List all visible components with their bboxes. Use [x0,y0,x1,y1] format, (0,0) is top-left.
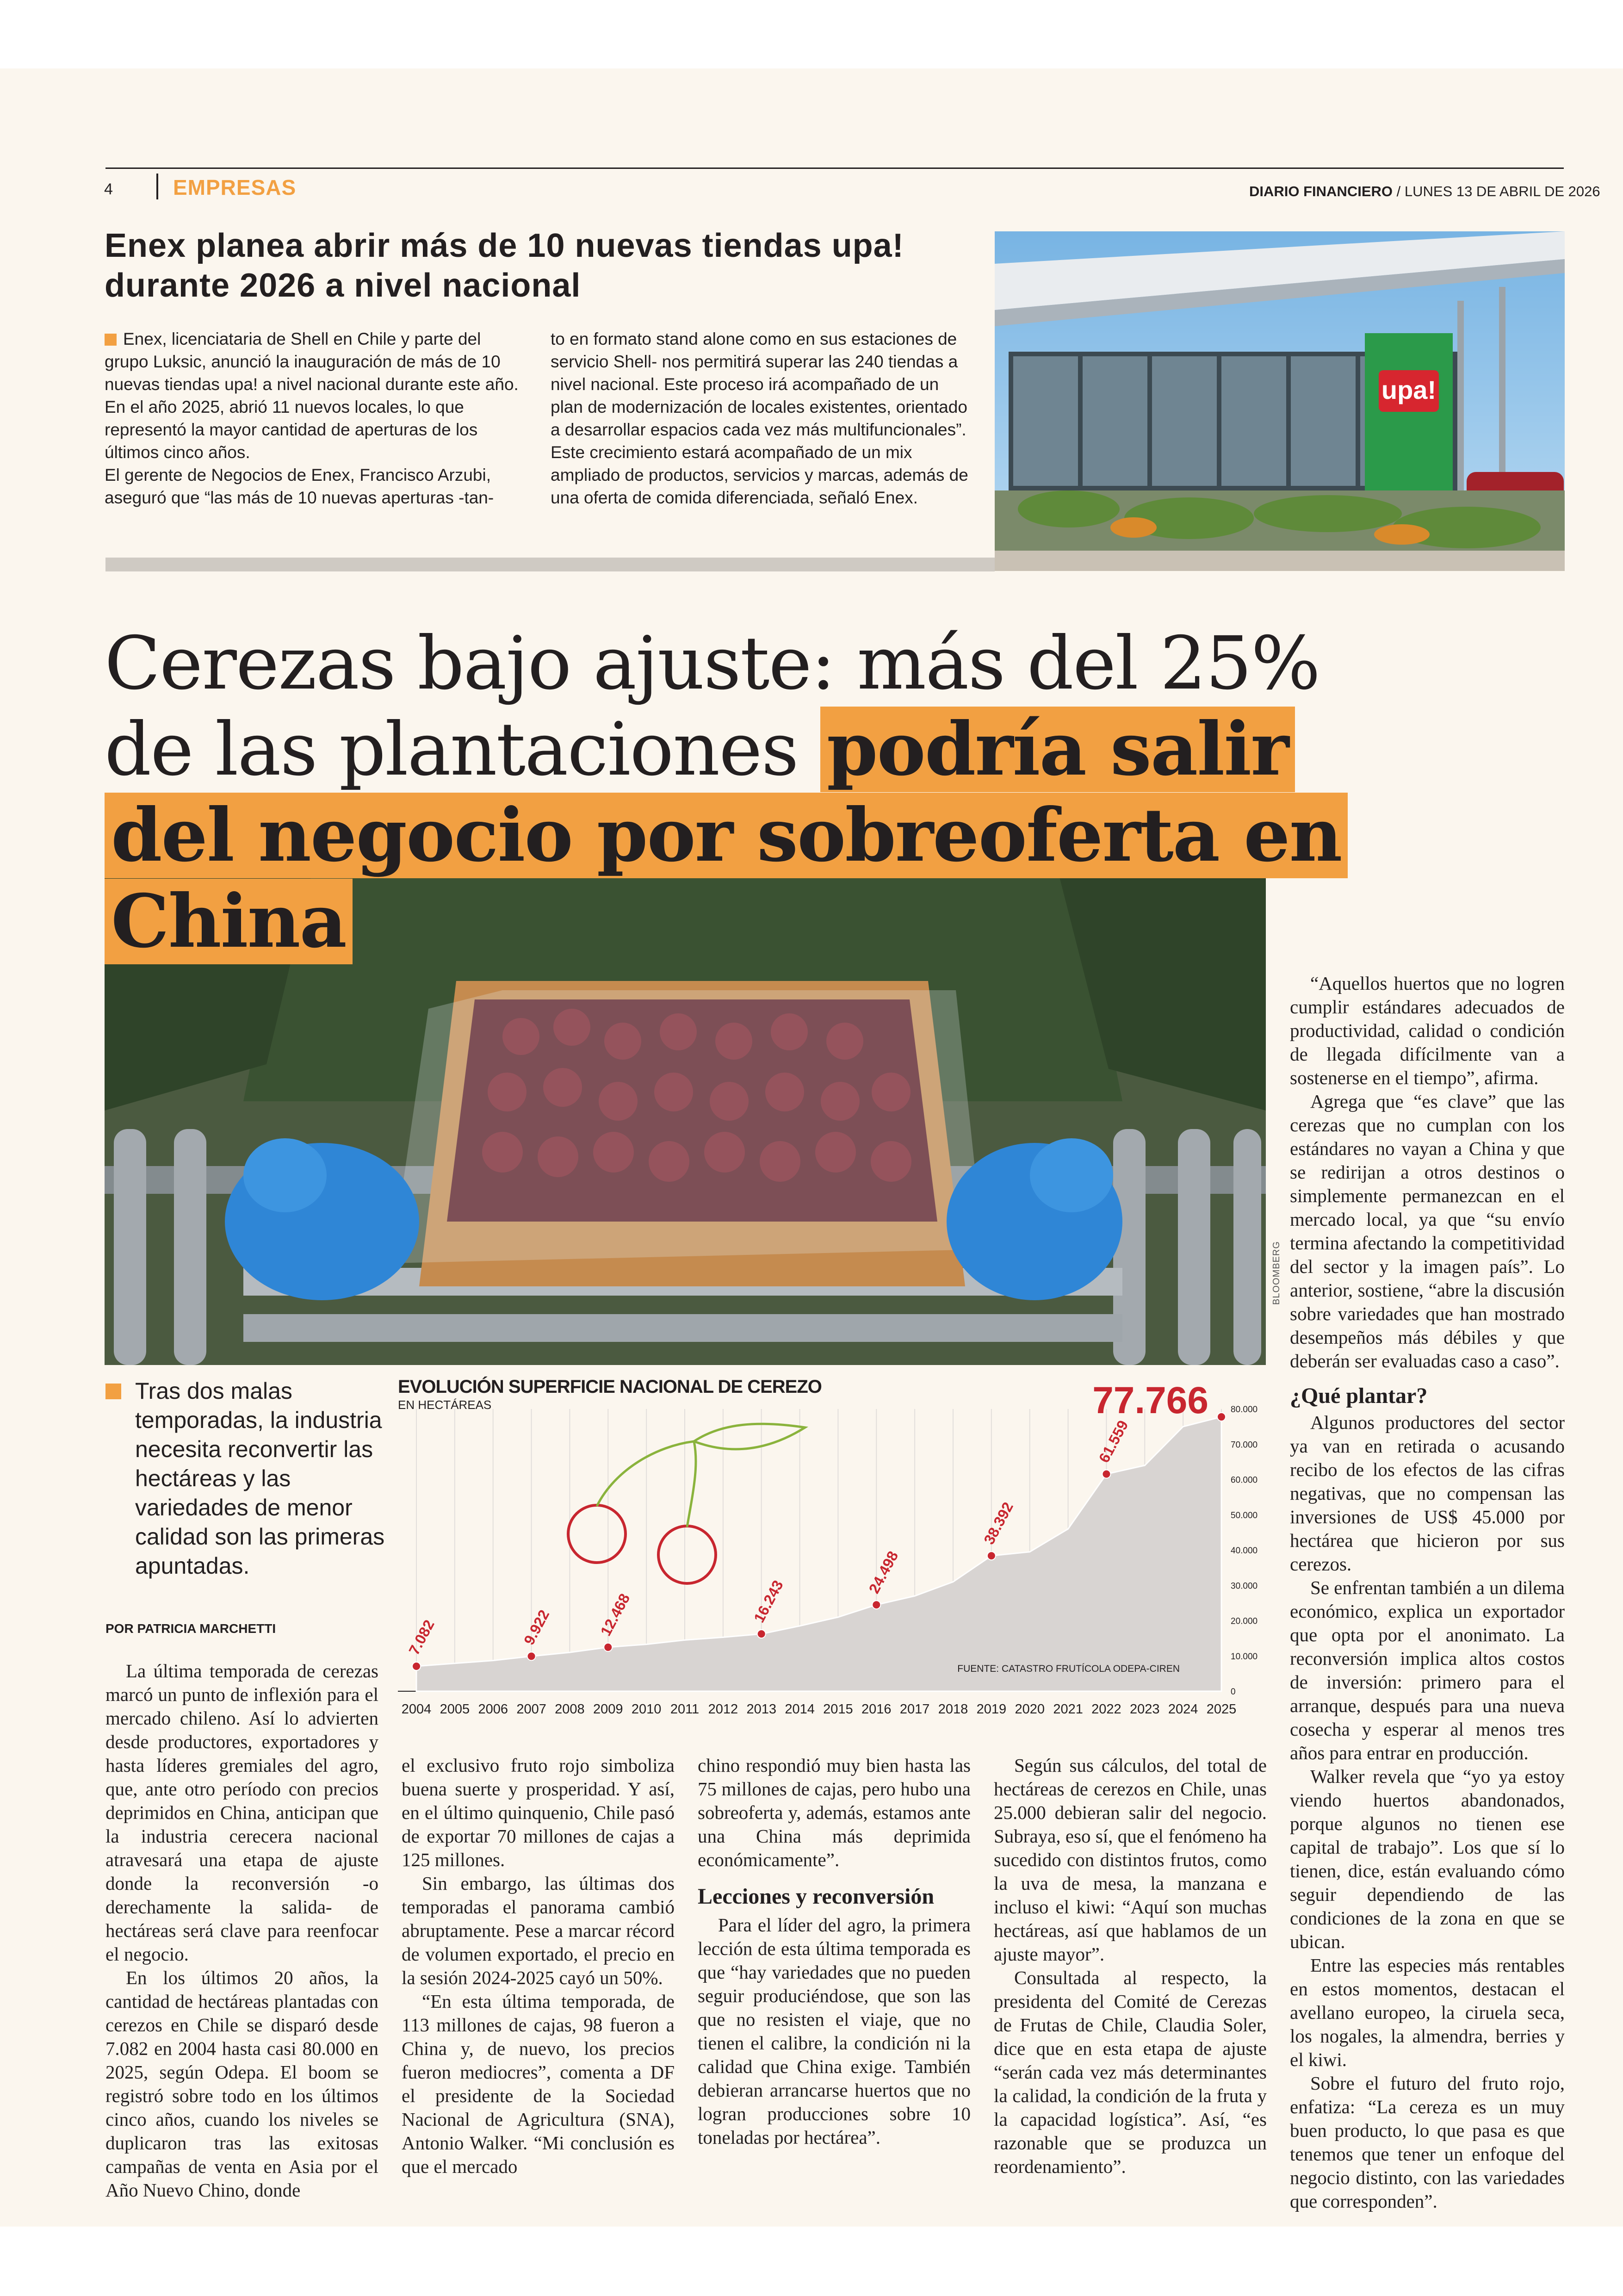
body-col-4 [994,1754,1267,2178]
x-tick-label: 2025 [1206,1702,1237,1717]
x-tick-label: 2024 [1168,1702,1198,1717]
store-sign: upa! [1381,375,1437,404]
body-paragraph: Sin embargo, las últimas dos temporadas el panorama cambió abruptamente. Pese a marcar récord de volumen exportado, el precio en la sesión 2024-2025 cayó un 50%. [402,1873,675,1988]
data-label: 24.498 [865,1548,902,1596]
data-point [412,1662,421,1670]
body-paragraph: Agrega que “es clave” que las cerezas que no cumplan con los estándares no vayan a China y que se redirijan a otros destinos o simplemente permanezcan en el mercado local, ya que “su envío termina afectando la competitividad del sector y la imagen país”. Lo anterior, sostiene, “abre la discusión sobre variedades que han mostrado desempeños más débiles y que deberán ser evaluadas caso a caso”. [1290,1091,1565,1371]
subhead-lecciones: Lecciones y reconversión [698,1884,935,1909]
area-chart [398,1377,1272,1738]
x-tick-label: 2007 [516,1702,546,1717]
x-tick-label: 2011 [670,1702,700,1717]
x-tick-label: 2004 [401,1702,432,1717]
body-paragraph: Para el líder del agro, la primera lección de esta última temporada es que “hay variedades que no pueden seguir produciéndose, que son las que no resisten el viaje, que no tienen el calibre, la condición ni la calidad que China exige. También debieran arrancarse huertos que no logran producciones sobre 10 toneladas por hectárea”. [698,1914,971,2148]
brief-paragraph: Este crecimiento estará acompañado de un mix ampliado de productos, servicios y marcas, además de una oferta de comida diferenciada, señaló Enex. [551,443,968,507]
page-margin-bottom [0,2227,1623,2296]
chart-plot [398,1377,1272,1738]
x-tick-label: 2017 [899,1702,930,1717]
x-tick-label: 2005 [440,1702,470,1717]
cherry-leaf [694,1424,805,1449]
x-tick-label: 2009 [593,1702,623,1717]
x-tick-label: 2015 [823,1702,853,1717]
bullet-square-icon [105,334,117,346]
x-tick-label: 2018 [938,1702,968,1717]
issue-date: / LUNES 13 DE ABRIL DE 2026 [1396,183,1600,199]
x-tick-label: 2013 [746,1702,776,1717]
chart-subtitle: EN HECTÁREAS [398,1398,492,1412]
data-point [987,1551,996,1560]
subhead-que-plantar: ¿Qué plantar? [1290,1384,1428,1408]
y-tick-label: 40.000 [1231,1546,1258,1556]
photo-credit: BLOOMBERG [1271,1241,1282,1305]
data-label: 61.559 [1095,1417,1132,1465]
data-point [1217,1413,1226,1421]
body-paragraph: el exclusivo fruto rojo simboliza buena suerte y prosperidad. Y así, en el último quinquenio, Chile pasó de exportar 70 millones de cajas a 125 millones. [402,1755,675,1870]
brief-paragraph: Enex, licenciataria de Shell en Chile y parte del grupo Luksic, anunció la inauguración de más de 10 nuevas tiendas upa! a nivel nacional durante este año. [105,329,519,394]
y-tick-label: 70.000 [1231,1440,1258,1450]
page-margin-top [0,0,1623,68]
body-col-5 [1290,972,1565,2213]
header-divider [156,174,158,199]
store-photo [995,231,1565,571]
publication-name: DIARIO FINANCIERO [1249,183,1393,199]
brief-paragraph: El gerente de Negocios de Enex, Francisco Arzubi, aseguró que “las más de 10 nuevas aperturas -tan- [105,465,494,507]
brief-paragraph: to en formato stand alone como en sus estaciones de servicio Shell- nos permitirá superar las 240 tiendas a nivel nacional. Este proceso irá acompañado de un plan de modernización de locales existentes, orientado a desarrollar espacios cada vez más multifuncionales”. [551,329,967,439]
body-paragraph: Algunos productores del sector ya van en retirada o acusando recibo de los efectos de las cifras negativas, que no compensan las inversiones de US$ 45.000 por hectárea que hicieron por sus cerezos. [1290,1412,1565,1575]
masthead-line [1249,183,1600,200]
y-tick-label: 80.000 [1231,1405,1258,1415]
brief-bottom-rule [105,558,995,571]
brief-paragraph: En el año 2025, abrió 11 nuevos locales, lo que representó la mayor cantidad de aperturas de los últimos cinco años. [105,397,478,462]
headline-highlight: podría salir del negocio por sobreoferta en China [105,707,1348,964]
body-paragraph: Sobre el futuro del fruto rojo, enfatiza: “La cereza es un muy buen producto, lo que pasa es que tenemos que tener un enfoque del negocio distinto, con las variedades que corresponden”. [1290,2073,1565,2212]
chart-source: FUENTE: CATASTRO FRUTÍCOLA ODEPA-CIREN [957,1663,1180,1674]
x-tick-label: 2016 [861,1702,892,1717]
x-tick-label: 2008 [555,1702,585,1717]
body-paragraph: En los últimos 20 años, la cantidad de hectáreas plantadas con cerezos en Chile se disparó desde 7.082 en 2004 hasta casi 80.000 en 2025, según Odepa. El boom se registró sobre todo en los últimos cinco años, cuando los niveles se duplicaron tras las exitosas campañas de venta en Asia por el Año Nuevo Chino, donde [105,1967,378,2201]
data-point [604,1643,612,1651]
x-tick-label: 2010 [631,1702,662,1717]
brief-col-1 [105,328,521,509]
body-paragraph: Se enfrentan también a un dilema económico, explica un exportador que opta por el anonimato. La reconversión implica altos costos de inversión: primero para el arranque, después para una nueva cosecha y esperar al menos tres años para entrar en producción. [1290,1577,1565,1763]
data-label: 77.766 [1092,1379,1208,1422]
data-point [757,1630,766,1638]
lead-bullet-icon [105,1384,121,1399]
x-tick-label: 2012 [708,1702,738,1717]
cherry-illustration-icon [568,1505,716,1583]
brief-title: Enex planea abrir más de 10 nuevas tiendas upa! durante 2026 a nivel nacional [105,227,904,304]
y-tick-label: 50.000 [1231,1510,1258,1520]
byline: POR PATRICIA MARCHETTI [105,1621,276,1636]
body-paragraph: “En esta última temporada, de 113 millones de cajas, 98 fueron a China y, de nuevo, los precios fueron mediocres”, comenta a DF el presidente de la Sociedad Nacional de Agricultura (SNA), Antonio Walker. “Mi conclusión es que el mercado [402,1991,675,2177]
body-paragraph: Entre las especies más rentables en estos momentos, destacan el avellano europeo, la ciruela seca, los nogales, la almendra, berries y el kiwi. [1290,1955,1565,2070]
main-headline [105,621,1354,965]
y-tick-label: 60.000 [1231,1475,1258,1485]
chart-title: EVOLUCIÓN SUPERFICIE NACIONAL DE CEREZO [398,1377,822,1397]
x-tick-label: 2020 [1015,1702,1045,1717]
x-tick-label: 2014 [785,1702,815,1717]
section-label: EMPRESAS [173,175,297,199]
headline-plain: Cerezas bajo ajuste: más del 25% de las plantaciones [105,621,1320,792]
data-point [1102,1470,1110,1478]
x-tick-label: 2019 [976,1702,1007,1717]
data-label: 38.392 [980,1499,1016,1547]
body-paragraph: Según sus cálculos, del total de hectáreas de cerezos en Chile, unas 25.000 debieran salir del negocio. Subraya, eso sí, que el fenómeno ha sucedido con distintos frutos, como la uva de mesa, la manzana e incluso el kiwi: “Aquí son muchas hectáreas, así que hablamos de un ajuste mayor”. [994,1755,1267,1965]
y-tick-label: 0 [1231,1687,1236,1697]
data-point [527,1652,536,1660]
data-label: 7.082 [405,1617,438,1658]
page-number: 4 [104,180,113,198]
x-tick-label: 2023 [1130,1702,1160,1717]
body-paragraph: Consultada al respecto, la presidenta del Comité de Cerezas de Frutas de Chile, Claudia Soler, dice que en esta etapa de ajuste “serán cada vez más determinantes la calidad, la condición de la fruta y la capacidad logística”. Así, “es razonable que se produzca un reordenamiento”. [994,1967,1267,2177]
data-label: 9.922 [520,1607,553,1648]
body-col-3 [698,1754,971,2149]
body-col-1 [105,1659,378,2202]
body-paragraph: La última temporada de cerezas marcó un punto de inflexión para el mercado chileno. Así lo advierten desde productores, exportadores y hasta líderes gremiales del agro, que, ante otro período con precios deprimidos en China, anticipan que la industria cerecera nacional atravesará una etapa de ajuste donde la reconversión -o derechamente la salida- de hectáreas será clave para reenfocar el negocio. [105,1660,378,1965]
data-label: 16.243 [750,1577,787,1626]
data-label: 12.468 [597,1590,633,1639]
x-tick-label: 2006 [478,1702,508,1717]
body-paragraph: Walker revela que “yo ya estoy viendo huertos abandonados, porque algunos no tienen ese capital de trabajo”. Los que sí lo tienen, dice, están evaluando cómo seguir dependiendo de las condiciones de la zona en que se ubican. [1290,1766,1565,1952]
lead-text: Tras dos malas temporadas, la industria necesita reconvertir las hectáreas y las variedades de menor calidad son las primeras apuntadas. [135,1378,385,1579]
body-paragraph: “Aquellos huertos que no logren cumplir estándares adecuados de productividad, calidad o condición de llegada difícilmente van a sostenerse en el tiempo”, afirma. [1290,973,1565,1088]
x-tick-label: 2021 [1053,1702,1083,1717]
y-tick-label: 20.000 [1231,1616,1258,1626]
brief-col-2 [551,328,972,509]
data-point [872,1601,880,1609]
body-col-2 [402,1754,675,2178]
y-tick-label: 10.000 [1231,1651,1258,1662]
header-rule [105,168,1564,169]
x-tick-label: 2022 [1091,1702,1121,1717]
body-paragraph: chino respondió muy bien hasta las 75 millones de cajas, pero hubo una sobreoferta y, además, estamos ante una China más deprimida económicamente”. [698,1755,971,1870]
y-tick-label: 30.000 [1231,1581,1258,1591]
